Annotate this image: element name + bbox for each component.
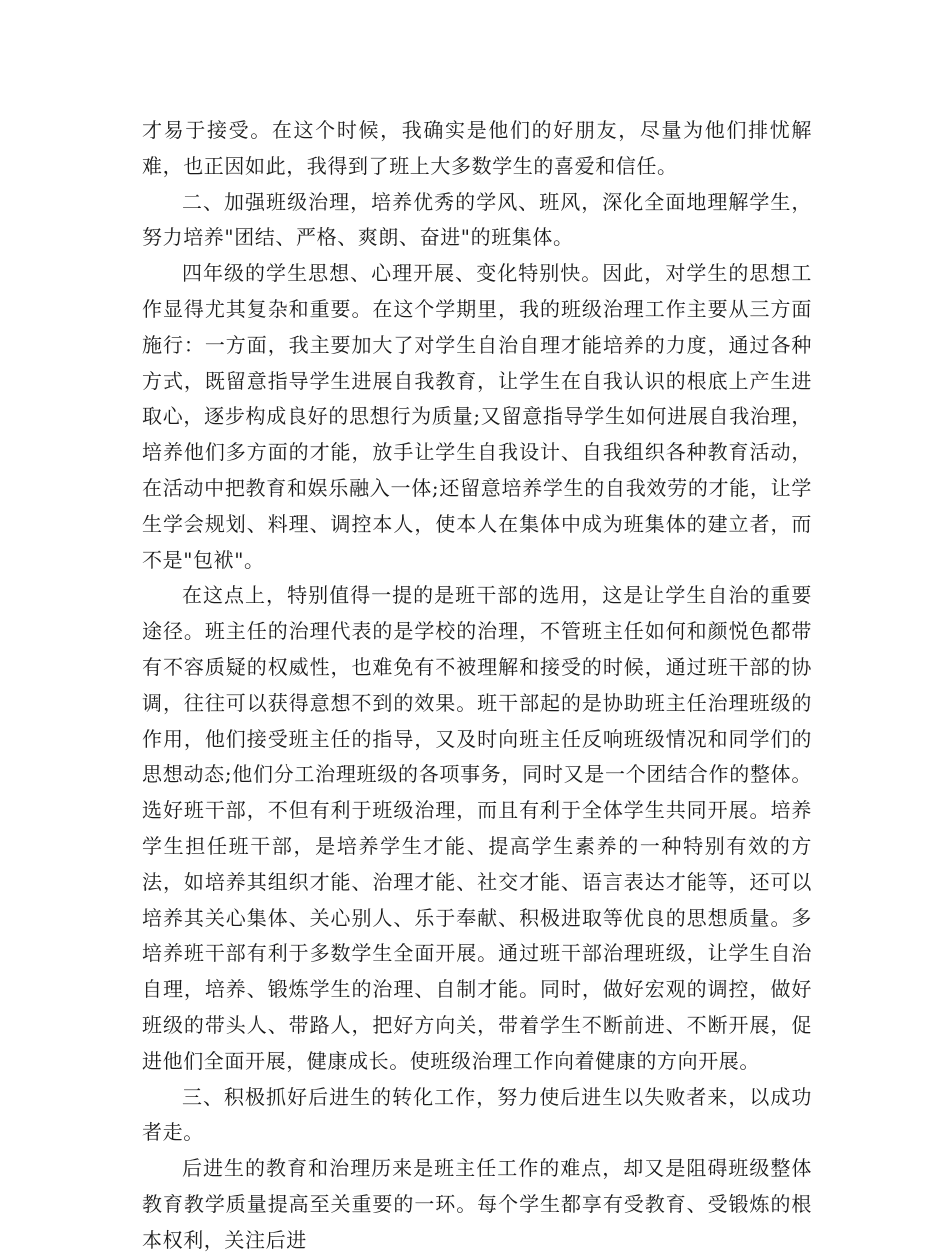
paragraph-5-heading: 三、积极抓好后进生的转化工作，努力使后进生以失败者来，以成功者走。 [142,1084,812,1145]
document-page [142,113,812,1259]
paragraph-4: 在这点上，特别值得一提的是班干部的选用，这是让学生自治的重要途径。班主任的治理代表的是学校的治理，不管班主任如何和颜悦色都带有不容质疑的权威性，也难免有不被理解和接受的时候，通过班干部的协调，往往可以获得意想不到的效果。班干部起的是协助班主任治理班级的作用，他们接受班主任的指导，又及时向班主任反响班级情况和同学们的思想动态;他们分工治理班级的各项事务，同时又是一个团结合作的整体。选好班干部，不但有利于班级治理，而且有利于全体学生共同开展。培养学生担任班干部，是培养学生才能、提高学生素养的一种特别有效的方法，如培养其组织才能、治理才能、社交才能、语言表达才能等，还可以培养其关心集体、关心别人、乐于奉献、积极进取等优良的思想质量。多培养班干部有利于多数学生全面开展。通过班干部治理班级，让学生自治自理，培养、锻炼学生的治理、自制才能。同时，做好宏观的调控，做好班级的带头人、带路人，把好方向关，带着学生不断前进、不断开展，促进他们全面开展，健康成长。使班级治理工作向着健康的方向开展。 [142,583,812,1073]
paragraph-6: 后进生的教育和治理历来是班主任工作的难点，却又是阻碍班级整体教育教学质量提高至关重要的一环。每个学生都享有受教育、受锻炼的根本权利，关注后进 [142,1156,812,1252]
paragraph-3: 四年级的学生思想、心理开展、变化特别快。因此，对学生的思想工作显得尤其复杂和重要。在这个学期里，我的班级治理工作主要从三方面施行：一方面，我主要加大了对学生自治自理才能培养的力度，通过各种方式，既留意指导学生进展自我教育，让学生在自我认识的根底上产生进取心，逐步构成良好的思想行为质量;又留意指导学生如何进展自我治理，培养他们多方面的才能，放手让学生自我设计、自我组织各种教育活动，在活动中把教育和娱乐融入一体;还留意培养学生的自我效劳的才能，让学生学会规划、料理、调控本人，使本人在集体中成为班集体的建立者，而不是"包袱"。 [142,261,812,572]
paragraph-1: 才易于接受。在这个时候，我确实是他们的好朋友，尽量为他们排忧解难，也正因如此，我得到了班上大多数学生的喜爱和信任。 [142,118,812,178]
paragraph-2-heading: 二、加强班级治理，培养优秀的学风、班风，深化全面地理解学生，努力培养"团结、严格、爽朗、奋进"的班集体。 [142,189,812,250]
